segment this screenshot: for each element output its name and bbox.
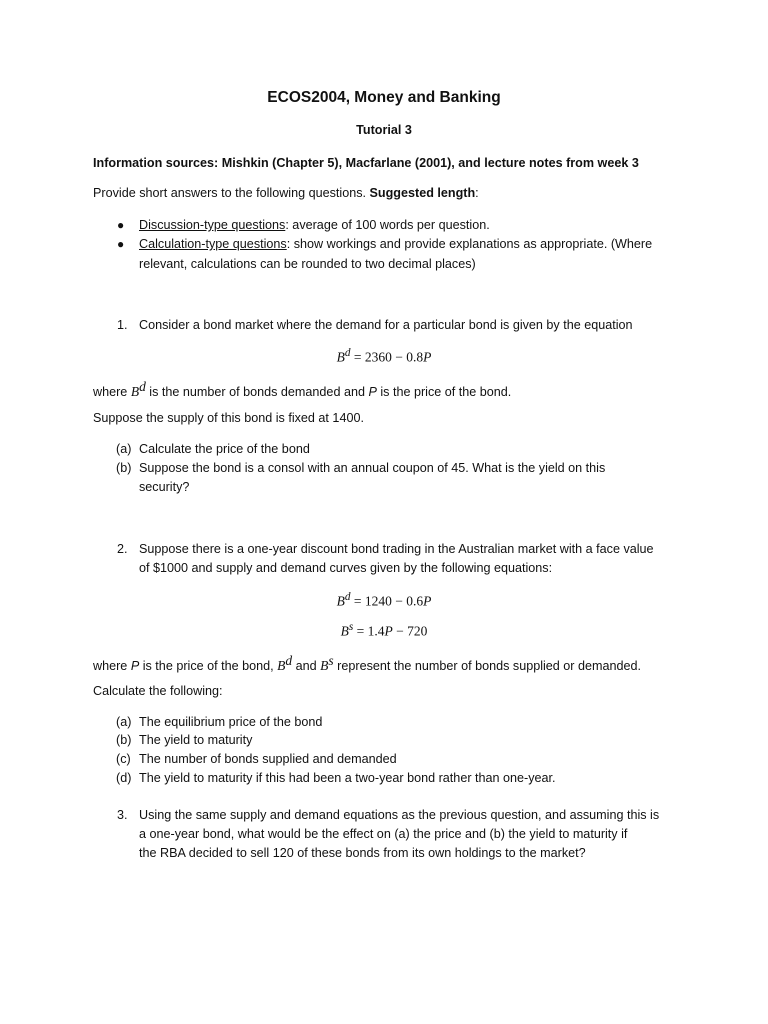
bullet-calculation-label: Calculation-type questions [139,237,287,251]
q2-supply-equation [0,621,768,640]
q2-part-a-text: The equilibrium price of the bond [139,715,323,729]
q1-part-b-label: (b) [116,461,132,475]
q2-part-b-label: (b) [116,733,132,747]
q2-calculate: Calculate the following: [93,684,223,698]
q2-eq1-b: B [336,593,345,609]
q1-where-post: is the price of the bond. [376,385,512,400]
q2-eq1-body: = 1240 − 0.6 [353,593,424,609]
q2-demand-equation [0,591,768,610]
q2-eq2-s: s [348,621,354,633]
q1-part-a-label: (a) [116,442,132,456]
q1-supply: Suppose the supply of this bond is fixed at 1400. [93,411,364,425]
q2-part-c-label: (c) [116,752,131,766]
q2-where-d: d [285,653,293,668]
q2-where-bd: B [277,658,286,674]
q1-text: Consider a bond market where the demand for a particular bond is given by the equation [139,318,633,332]
q2-where-mid: is the price of the bond, [139,659,278,674]
q1-eq-d: d [344,347,351,359]
q2-eq2-p: P [384,623,393,639]
q2-part-b-text: The yield to maturity [139,733,253,747]
q2-eq2-b: B [340,623,349,639]
q1-where-pre: where [93,385,131,400]
q1-part-a-text: Calculate the price of the bond [139,442,310,456]
bullet-discussion-text: : average of 100 words per question. [285,218,490,232]
intro-line [93,186,479,200]
q3-line-2: a one-year bond, what would be the effect on (a) the price and (b) the yield to maturity if [139,827,628,841]
q1-where [93,379,511,400]
intro-text: Provide short answers to the following questions. [93,186,370,200]
q2-text: Suppose there is a one-year discount bond trading in the Australian market with a face value [139,542,654,556]
q2-part-a-label: (a) [116,715,132,729]
q2-where-p: P [130,659,140,674]
q1-where-mid: is the number of bonds demanded and [145,385,369,400]
q1-eq-p: P [423,349,432,365]
q2-eq1-d: d [344,591,351,603]
q1-part-b-text: Suppose the bond is a consol with an annual coupon of 45. What is the yield on this [139,461,606,475]
q2-where-post: represent the number of bonds supplied or demanded. [333,659,642,674]
q1-number: 1. [117,318,128,332]
q2-where [93,653,641,674]
q2-part-d-label: (d) [116,771,132,785]
q2-eq2-tail: − 720 [392,623,428,639]
bullet-calculation-text-cont: relevant, calculations can be rounded to two decimal places) [139,257,476,271]
information-sources: Information sources: Mishkin (Chapter 5), Macfarlane (2001), and lecture notes from week 3 [93,156,639,170]
bullet-dot-icon: ● [117,218,125,232]
q2-where-s: s [328,653,334,668]
intro-colon: : [475,186,479,200]
document-title: ECOS2004, Money and Banking [267,89,501,106]
q2-where-and: and [292,659,321,674]
bullet-calculation-text: : show workings and provide explanations as appropriate. (Where [286,237,653,251]
q1-where-d: d [139,379,146,394]
tutorial-subtitle: Tutorial 3 [356,123,412,137]
q1-equation [0,347,768,366]
q3-number: 3. [117,808,128,822]
q1-eq-b: B [336,349,345,365]
q1-eq-body: = 2360 − 0.8 [353,349,424,365]
bullet-discussion [139,218,490,232]
q2-eq2-body: = 1.4 [356,623,385,639]
q2-part-d-text: The yield to maturity if this had been a two-year bond rather than one-year. [139,771,556,785]
q3-line-3: the RBA decided to sell 120 of these bonds from its own holdings to the market? [139,846,586,860]
bullet-discussion-label: Discussion-type questions [139,218,286,232]
q2-text-cont: of $1000 and supply and demand curves given by the following equations: [139,561,553,575]
bullet-calculation [139,237,652,251]
q2-number: 2. [117,542,128,556]
q3-line-1: Using the same supply and demand equations as the previous question, and assuming this is [139,808,660,822]
q2-eq1-p: P [423,593,432,609]
q2-where-pre: where [93,659,131,674]
q1-where-b: B [130,384,140,400]
q1-where-p: P [368,385,377,400]
bullet-dot-icon: ● [117,237,125,251]
q1-part-b-text-cont: security? [139,480,190,494]
q2-part-c-text: The number of bonds supplied and demanded [139,752,397,766]
intro-suggested-length: Suggested length [369,186,476,200]
q2-where-bs: B [320,658,329,674]
